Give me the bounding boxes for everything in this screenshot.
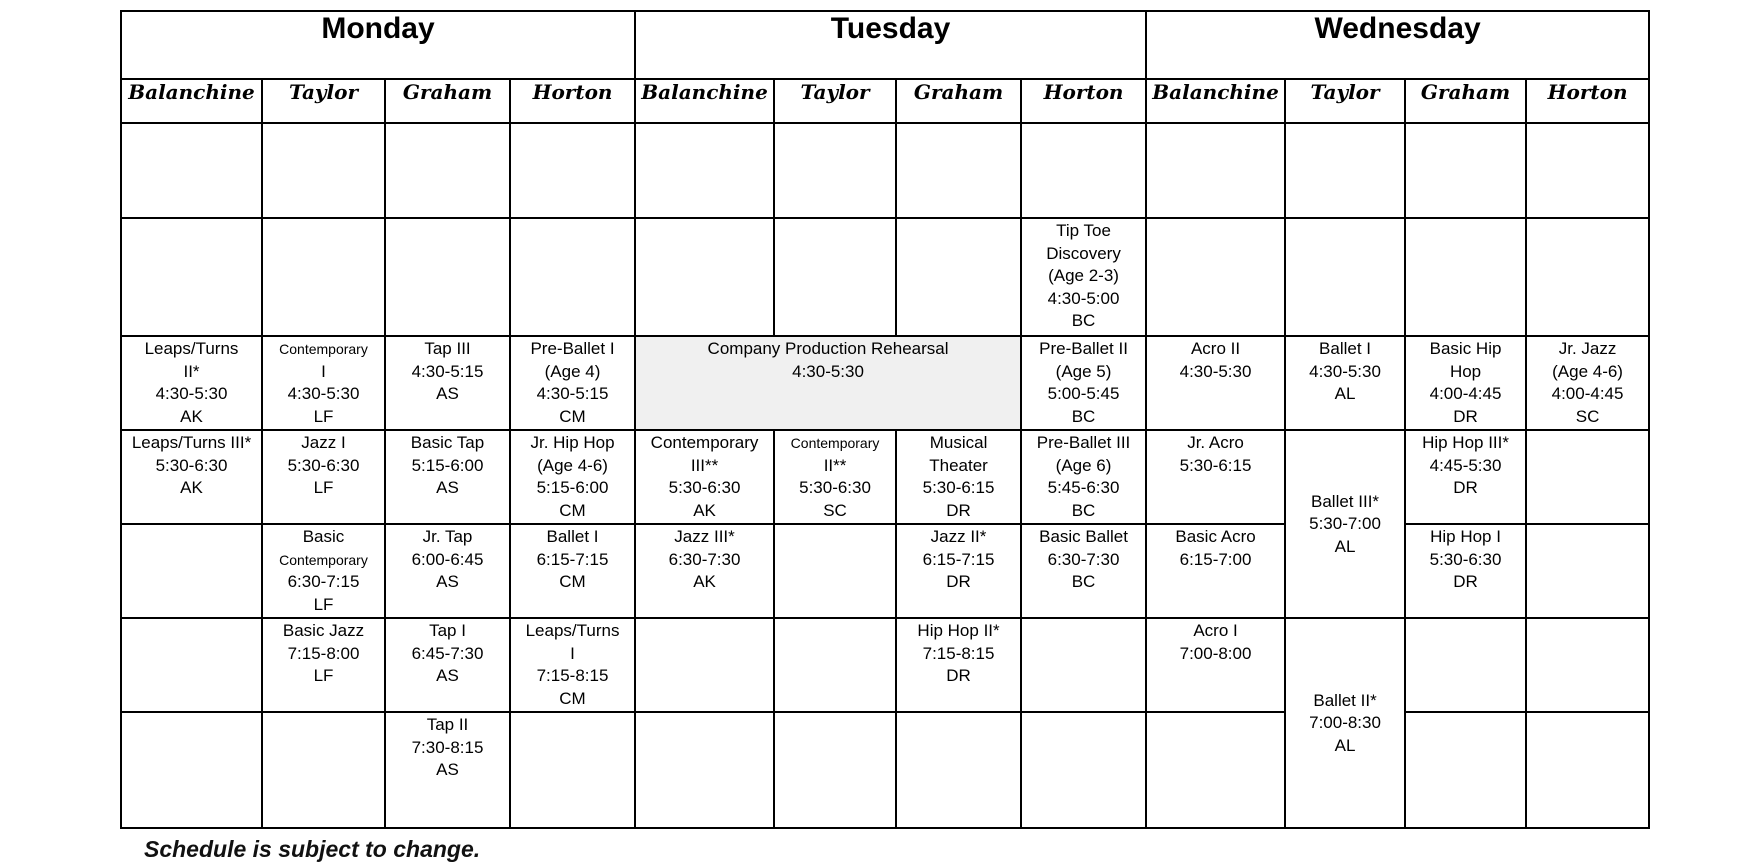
class-entry-line: 5:00-5:45 (1047, 384, 1120, 403)
class-entry-line: Contemporary (279, 551, 368, 568)
class-entry-line: Tip Toe (1056, 221, 1111, 240)
class-entry-line: AK (693, 572, 716, 591)
class-entry-line: 4:00-4:45 (1551, 384, 1624, 403)
empty-cell (774, 618, 896, 712)
class-entry (511, 525, 634, 594)
class-entry (386, 713, 509, 782)
class-cell (262, 524, 385, 618)
class-entry (636, 431, 773, 522)
class-cell (385, 618, 510, 712)
studio-header: Graham (896, 79, 1021, 123)
class-entry-line: III** (690, 455, 719, 475)
class-entry (263, 337, 384, 428)
class-entry-line: AS (436, 478, 459, 497)
class-entry-line: 7:15-8:15 (922, 643, 995, 663)
class-entry-line: 4:30-5:30 (1309, 361, 1381, 381)
class-entry (636, 337, 1020, 383)
empty-cell (1021, 712, 1146, 828)
studio-header: Taylor (774, 79, 896, 123)
class-entry-line: 5:30-6:30 (668, 478, 741, 497)
class-entry-line: 5:30-6:30 (287, 455, 360, 475)
class-entry (511, 431, 634, 522)
class-entry-line: DR (946, 666, 971, 685)
empty-cell (1285, 218, 1405, 336)
class-entry-line: Basic Acro (1175, 527, 1256, 546)
class-cell (262, 336, 385, 430)
class-entry-line: Basic Hip (1429, 339, 1502, 358)
class-entry-line: (Age 5) (1055, 361, 1112, 381)
class-entry-line: AL (1334, 384, 1356, 403)
class-entry-line: LF (313, 406, 334, 426)
empty-cell (1526, 524, 1649, 618)
schedule-row (121, 123, 1649, 218)
class-entry-line: 5:15-6:00 (536, 478, 609, 497)
empty-cell (635, 218, 774, 336)
class-entry-line: CM (559, 500, 586, 520)
class-cell (1405, 430, 1526, 524)
empty-cell (1405, 712, 1526, 828)
class-cell (262, 618, 385, 712)
class-entry (897, 431, 1020, 522)
empty-cell (635, 123, 774, 218)
class-entry (775, 431, 895, 522)
class-entry-line: DR (946, 500, 971, 520)
empty-cell (510, 712, 635, 828)
class-entry-line: (Age 4-6) (1552, 361, 1623, 381)
class-cell (1405, 524, 1526, 618)
class-entry-line: AS (436, 760, 459, 779)
empty-cell (896, 712, 1021, 828)
class-entry-line: (Age 2-3) (1048, 266, 1119, 285)
schedule-row (121, 712, 1649, 828)
class-entry-line: 6:30-7:30 (668, 549, 741, 569)
schedule-disclaimer: Schedule is subject to change. (144, 836, 481, 862)
class-entry-line: BC (1071, 311, 1096, 330)
class-entry-line: LF (313, 666, 334, 685)
empty-cell (774, 712, 896, 828)
class-entry (1147, 337, 1284, 383)
class-entry-line: 5:15-6:00 (411, 455, 484, 475)
class-cell (1526, 336, 1649, 430)
empty-cell (385, 123, 510, 218)
class-entry-line: 6:15-7:15 (536, 549, 609, 569)
studio-header: Taylor (262, 79, 385, 123)
class-entry (1147, 619, 1284, 665)
class-entry-line: BC (1071, 572, 1096, 591)
class-entry-line: 7:30-8:15 (411, 737, 484, 757)
class-cell (1021, 218, 1146, 336)
class-entry-line: DR (1453, 478, 1478, 497)
empty-cell (121, 524, 262, 618)
class-entry (263, 619, 384, 688)
class-cell (262, 430, 385, 524)
class-entry-line: 6:15-7:00 (1179, 549, 1252, 569)
studio-header: Taylor (1285, 79, 1405, 123)
class-entry (1406, 431, 1525, 500)
class-entry-line: 7:15-8:00 (287, 643, 360, 663)
class-entry-line: 6:00-6:45 (411, 549, 484, 569)
class-cell (1146, 618, 1285, 712)
class-entry (386, 431, 509, 500)
empty-cell (896, 123, 1021, 218)
class-entry-line: Ballet III* (1311, 491, 1380, 511)
class-entry-line: 5:30-6:30 (155, 455, 228, 475)
class-entry-line: AK (180, 406, 203, 426)
empty-cell (635, 712, 774, 828)
class-entry-line: I (570, 643, 575, 663)
class-entry (897, 525, 1020, 594)
class-cell (121, 336, 262, 430)
class-entry-line: I (321, 361, 326, 381)
class-entry (122, 337, 261, 428)
class-cell (510, 430, 635, 524)
class-cell (1146, 336, 1285, 430)
class-entry-line: 4:30-5:00 (1047, 288, 1120, 308)
class-entry-line: 6:30-7:15 (287, 572, 360, 591)
class-cell (896, 430, 1021, 524)
class-cell (1285, 336, 1405, 430)
class-entry-line: II* (183, 361, 200, 381)
empty-cell (385, 218, 510, 336)
class-entry-line: Basic Tap (410, 433, 485, 452)
class-entry-line: 6:45-7:30 (411, 643, 484, 663)
empty-cell (1526, 218, 1649, 336)
class-entry-line: Discovery (1046, 243, 1121, 263)
class-entry (1022, 337, 1145, 428)
class-entry (1147, 525, 1284, 571)
class-entry-line: Tap III (424, 339, 471, 358)
studio-header: Horton (1021, 79, 1146, 123)
class-entry-line: LF (313, 594, 334, 614)
class-entry (1286, 689, 1404, 758)
class-cell (635, 524, 774, 618)
class-entry-line: Ballet I (1319, 339, 1372, 358)
class-entry-line: 5:30-6:30 (1429, 549, 1502, 569)
empty-cell (121, 712, 262, 828)
class-cell (385, 524, 510, 618)
class-entry-line: (Age 4-6) (537, 455, 608, 475)
empty-cell (1285, 123, 1405, 218)
class-entry-line: Hop (1449, 361, 1482, 381)
empty-cell (262, 123, 385, 218)
class-entry-line: Contemporary (279, 341, 368, 357)
class-entry-line: SC (1575, 406, 1600, 426)
class-entry-line: SC (823, 500, 847, 520)
class-entry (263, 431, 384, 500)
class-entry-line: 7:15-8:15 (536, 666, 609, 685)
class-entry-line: 5:30-7:00 (1309, 514, 1381, 534)
class-entry-line: BC (1071, 500, 1096, 520)
class-cell (896, 524, 1021, 618)
class-cell (1021, 336, 1146, 430)
schedule-row (121, 218, 1649, 336)
schedule-row (121, 618, 1649, 712)
class-entry-line: Company Production Rehearsal (707, 339, 949, 358)
class-entry-line: Acro II (1190, 339, 1241, 358)
schedule-body (121, 123, 1649, 828)
class-cell (1146, 524, 1285, 618)
class-entry-line: Acro I (1193, 621, 1238, 640)
class-cell (1285, 430, 1405, 618)
class-cell (510, 336, 635, 430)
class-entry-line: Ballet II* (1313, 690, 1377, 710)
class-entry (386, 525, 509, 594)
empty-cell (774, 218, 896, 336)
empty-cell (896, 218, 1021, 336)
studio-header: Horton (1526, 79, 1649, 123)
class-entry (511, 619, 634, 710)
class-entry-line: Jr. Jazz (1558, 339, 1617, 358)
empty-cell (1021, 123, 1146, 218)
studio-header: Balanchine (635, 79, 774, 123)
class-cell (121, 430, 262, 524)
class-entry (511, 337, 634, 428)
class-entry (1022, 525, 1145, 594)
empty-cell (1146, 218, 1285, 336)
class-entry-line: Jr. Acro (1187, 433, 1244, 452)
class-entry-line: Musical (929, 433, 988, 452)
schedule-row (121, 336, 1649, 430)
class-entry (263, 525, 384, 616)
studio-header: Balanchine (1146, 79, 1285, 123)
studio-header-row (121, 79, 1649, 123)
class-entry (386, 337, 509, 406)
class-entry-line: 6:15-7:15 (922, 549, 995, 569)
empty-cell (1146, 712, 1285, 828)
studio-header: Balanchine (121, 79, 262, 123)
class-entry-line: DR (1453, 406, 1478, 426)
empty-cell (1405, 123, 1526, 218)
empty-cell (1405, 218, 1526, 336)
studio-header: Graham (1405, 79, 1526, 123)
class-entry-line: 4:00-4:45 (1429, 384, 1502, 403)
class-entry-line: Hip Hop III* (1422, 433, 1509, 452)
class-entry-line: II** (823, 455, 847, 475)
class-entry-line: Basic Ballet (1039, 527, 1128, 546)
class-entry-line: Leaps/Turns (144, 339, 239, 358)
class-entry-line: AS (436, 572, 459, 591)
empty-cell (262, 712, 385, 828)
class-cell (1405, 336, 1526, 430)
class-entry-line: Contemporary (650, 433, 759, 452)
class-entry (1406, 337, 1525, 428)
class-entry-line: 7:00-8:30 (1309, 713, 1381, 733)
class-entry-line: AS (436, 384, 459, 403)
class-entry-line: Jazz III* (674, 527, 735, 546)
class-entry-line: Jr. Tap (422, 527, 473, 546)
class-entry-line: CM (559, 406, 586, 426)
class-entry-line: 6:30-7:30 (1047, 549, 1120, 569)
class-entry-line: Ballet I (546, 527, 599, 546)
day-header-tuesday: Tuesday (635, 11, 1146, 79)
class-entry (1286, 337, 1404, 406)
class-cell (385, 712, 510, 828)
studio-header: Graham (385, 79, 510, 123)
class-entry-line: CM (559, 572, 586, 591)
class-entry-line: Pre-Ballet I (530, 339, 615, 358)
class-entry-line: Jr. Hip Hop (530, 433, 615, 452)
class-entry-line: Basic (302, 527, 345, 546)
class-entry-line: LF (313, 478, 334, 497)
class-entry-line: 4:30-5:30 (155, 384, 228, 403)
empty-cell (1526, 430, 1649, 524)
class-entry-line: AK (693, 500, 716, 520)
empty-cell (1021, 618, 1146, 712)
class-entry (897, 619, 1020, 688)
class-cell (510, 618, 635, 712)
empty-cell (635, 618, 774, 712)
class-entry-line: DR (946, 572, 971, 591)
class-entry (1022, 431, 1145, 522)
day-header-wednesday: Wednesday (1146, 11, 1649, 79)
class-entry-line: 4:30-5:15 (411, 361, 484, 381)
class-entry (386, 619, 509, 688)
class-cell (1285, 618, 1405, 828)
class-entry-line: 5:30-6:30 (799, 478, 871, 497)
class-entry-line: 4:30-5:30 (1179, 361, 1252, 381)
class-entry-line: Contemporary (790, 435, 880, 451)
day-header-row (121, 11, 1649, 79)
class-entry-line: 4:30-5:30 (287, 384, 360, 403)
class-entry-line: Leaps/Turns (525, 621, 620, 640)
class-entry-line: 5:45-6:30 (1047, 478, 1120, 497)
empty-cell (774, 123, 896, 218)
class-entry-line: (Age 4) (544, 361, 601, 381)
schedule-row (121, 430, 1649, 524)
class-cell (1021, 524, 1146, 618)
class-entry-line: Hip Hop II* (917, 621, 1000, 640)
class-entry-line: Hip Hop I (1430, 527, 1501, 546)
class-entry-line: BC (1071, 406, 1096, 426)
class-entry-line: Leaps/Turns III* (131, 433, 252, 452)
class-entry-line: 4:30-5:15 (536, 384, 609, 403)
class-entry-line: Tap I (429, 621, 466, 640)
class-entry (636, 525, 773, 594)
class-entry-line: Jazz I (301, 433, 346, 452)
class-entry-line: 4:45-5:30 (1429, 455, 1502, 475)
empty-cell (121, 123, 262, 218)
class-entry-line: CM (559, 688, 586, 708)
class-entry-line: Jazz II* (930, 527, 987, 546)
class-entry (1527, 337, 1648, 428)
class-entry-line: DR (1453, 572, 1478, 591)
class-entry (1022, 219, 1145, 333)
class-entry-line: 5:30-6:15 (1179, 455, 1252, 475)
empty-cell (510, 218, 635, 336)
class-cell (510, 524, 635, 618)
class-entry-line: Basic Jazz (282, 621, 365, 640)
class-entry-line: 5:30-6:15 (922, 478, 995, 497)
class-cell (896, 618, 1021, 712)
studio-header: Horton (510, 79, 635, 123)
empty-cell (1526, 618, 1649, 712)
empty-cell (121, 618, 262, 712)
class-entry (1286, 490, 1404, 559)
empty-cell (262, 218, 385, 336)
class-entry-line: 4:30-5:30 (792, 361, 864, 381)
empty-cell (1405, 618, 1526, 712)
class-cell (635, 430, 774, 524)
class-entry-line: AS (436, 666, 459, 685)
empty-cell (121, 218, 262, 336)
empty-cell (1526, 712, 1649, 828)
class-entry-line: (Age 6) (1055, 455, 1112, 475)
class-entry (1406, 525, 1525, 594)
class-cell (635, 336, 1021, 430)
schedule-row (121, 524, 1649, 618)
class-entry-line: 7:00-8:00 (1179, 643, 1252, 663)
class-schedule-table (120, 10, 1650, 829)
class-cell (774, 430, 896, 524)
empty-cell (510, 123, 635, 218)
class-entry-line: Theater (929, 455, 988, 475)
class-entry-line: AK (180, 478, 203, 497)
class-entry (1147, 431, 1284, 477)
class-entry-line: Pre-Ballet II (1039, 339, 1128, 358)
class-entry-line: Pre-Ballet III (1036, 433, 1131, 452)
empty-cell (1526, 123, 1649, 218)
empty-cell (774, 524, 896, 618)
empty-cell (1146, 123, 1285, 218)
class-entry-line: AL (1334, 536, 1356, 556)
day-header-monday: Monday (121, 11, 635, 79)
class-entry-line: Tap II (426, 715, 469, 734)
class-entry (122, 431, 261, 500)
class-cell (385, 336, 510, 430)
class-cell (1021, 430, 1146, 524)
class-cell (1146, 430, 1285, 524)
class-cell (385, 430, 510, 524)
class-entry-line: AL (1334, 735, 1356, 755)
